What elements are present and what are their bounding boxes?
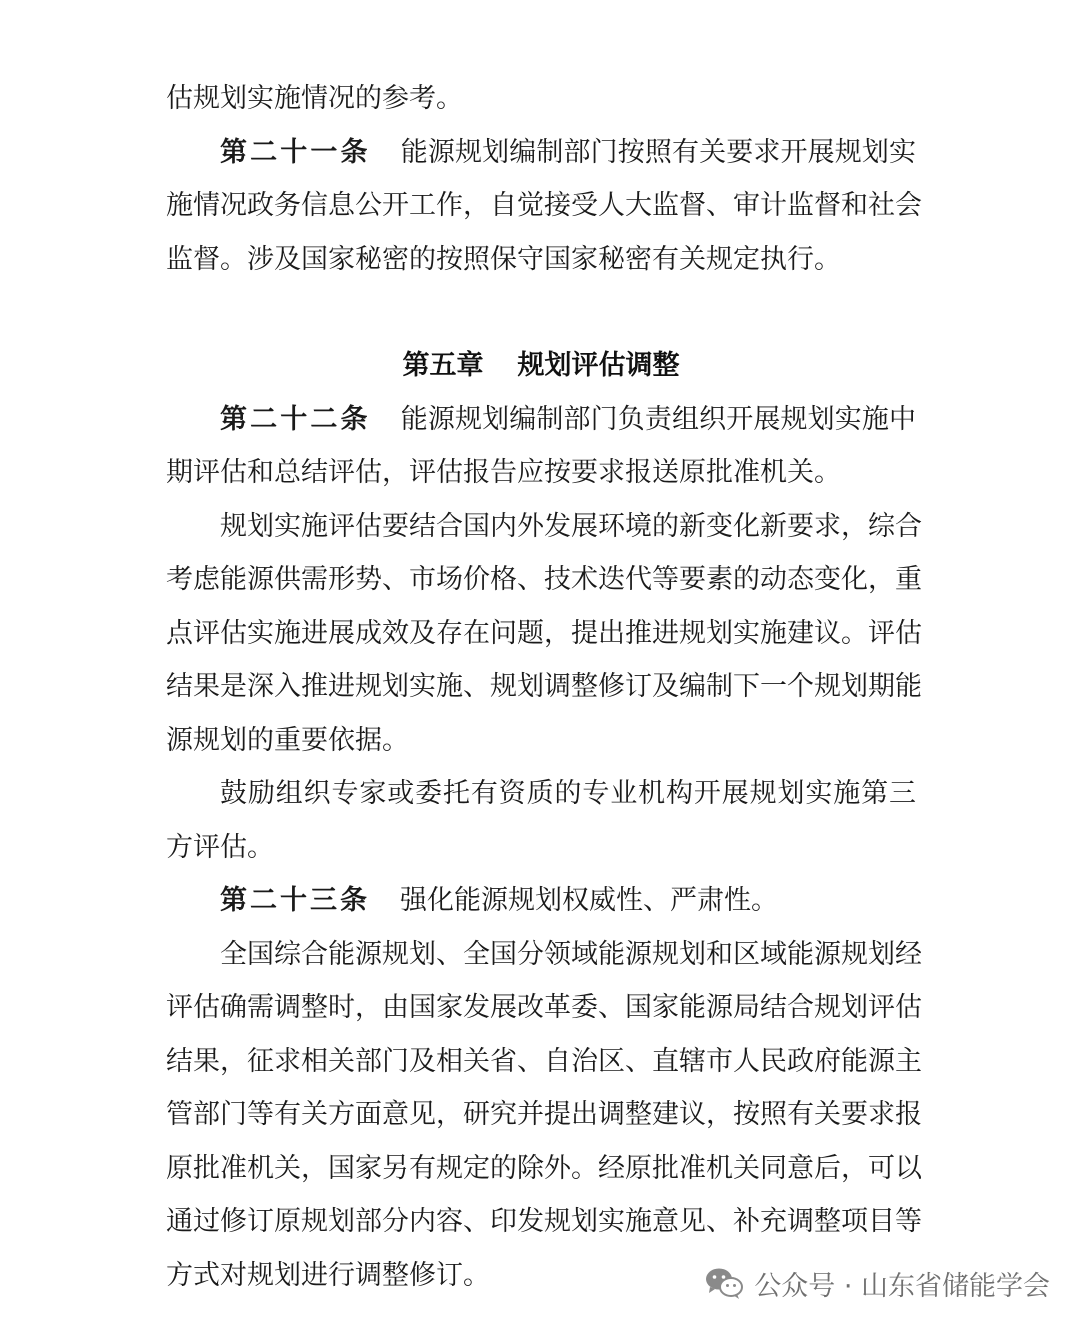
line-text: 强化能源规划权威性、严肃性。 (400, 885, 778, 916)
article-number: 第二十三条 (220, 885, 370, 916)
text-line (166, 126, 916, 180)
line-text: 估规划实施情况的参考。 (166, 83, 463, 114)
line-text: 能源规划编制部门按照有关要求开展规划实 (400, 136, 916, 168)
line-text: 全国综合能源规划、全国分领域能源规划和区域能源规划经 (220, 938, 922, 970)
text-line (166, 446, 916, 500)
text-line (166, 714, 916, 768)
line-text: 源规划的重要依据。 (166, 724, 409, 756)
line-text: 评估确需调整时，由国家发展改革委、国家能源局结合规划评估 (166, 992, 922, 1023)
line-text: 鼓励组织专家或委托有资质的专业机构开展规划实施第三 (220, 778, 916, 809)
text-line (166, 1195, 922, 1249)
watermark-text: 公众号 · 山东省储能学会 (754, 1270, 1050, 1302)
article-number: 第二十二条 (220, 403, 371, 435)
line-text: 结果是深入推进规划实施、规划调整修订及编制下一个规划期能 (166, 671, 922, 702)
text-line (166, 981, 922, 1035)
document-page (166, 72, 922, 1302)
text-line (166, 767, 916, 821)
text-line (166, 607, 922, 661)
line-text: 施情况政务信息公开工作，自觉接受人大监督、审计监督和社会 (166, 190, 922, 221)
line-text: 原批准机关，国家另有规定的除外。经原批准机关同意后，可以 (166, 1152, 922, 1184)
line-text: 监督。涉及国家秘密的按照保守国家秘密有关规定执行。 (166, 243, 841, 275)
watermark (704, 1262, 1050, 1304)
text-line (166, 233, 916, 287)
text-line (166, 553, 922, 607)
chapter-title: 规划评估调整 (517, 350, 680, 381)
line-text: 方式对规划进行调整修订。 (166, 1259, 490, 1291)
line-text: 结果，征求相关部门及相关省、自治区、直辖市人民政府能源主 (166, 1045, 922, 1077)
line-text: 通过修订原规划部分内容、印发规划实施意见、补充调整项目等 (166, 1206, 922, 1237)
line-text: 能源规划编制部门负责组织开展规划实施中 (400, 403, 916, 435)
chapter-number: 第五章 (402, 350, 484, 381)
line-text: 管部门等有关方面意见，研究并提出调整建议，按照有关要求报 (166, 1099, 922, 1130)
wechat-icon (704, 1266, 744, 1300)
line-text: 方评估。 (166, 831, 274, 863)
section-gap (166, 286, 916, 339)
line-text: 考虑能源供需形势、市场价格、技术迭代等要素的动态变化，重 (166, 564, 922, 595)
text-line (166, 821, 916, 875)
text-line (166, 1088, 922, 1142)
chapter-heading (166, 339, 916, 393)
text-line (166, 72, 916, 126)
text-line (166, 928, 922, 982)
document-body-top (166, 72, 922, 286)
text-line (166, 393, 916, 447)
text-line (166, 500, 922, 554)
line-text: 规划实施评估要结合国内外发展环境的新变化新要求，综合 (220, 510, 922, 542)
text-line (166, 660, 922, 714)
text-line (166, 874, 916, 928)
document-body-bottom (166, 393, 922, 1303)
text-line (166, 1035, 922, 1089)
line-text: 期评估和总结评估，评估报告应按要求报送原批准机关。 (166, 457, 841, 488)
line-text: 点评估实施进展成效及存在问题，提出推进规划实施建议。评估 (166, 617, 922, 649)
text-line (166, 179, 922, 233)
article-number: 第二十一条 (220, 136, 371, 168)
text-line (166, 1142, 922, 1196)
